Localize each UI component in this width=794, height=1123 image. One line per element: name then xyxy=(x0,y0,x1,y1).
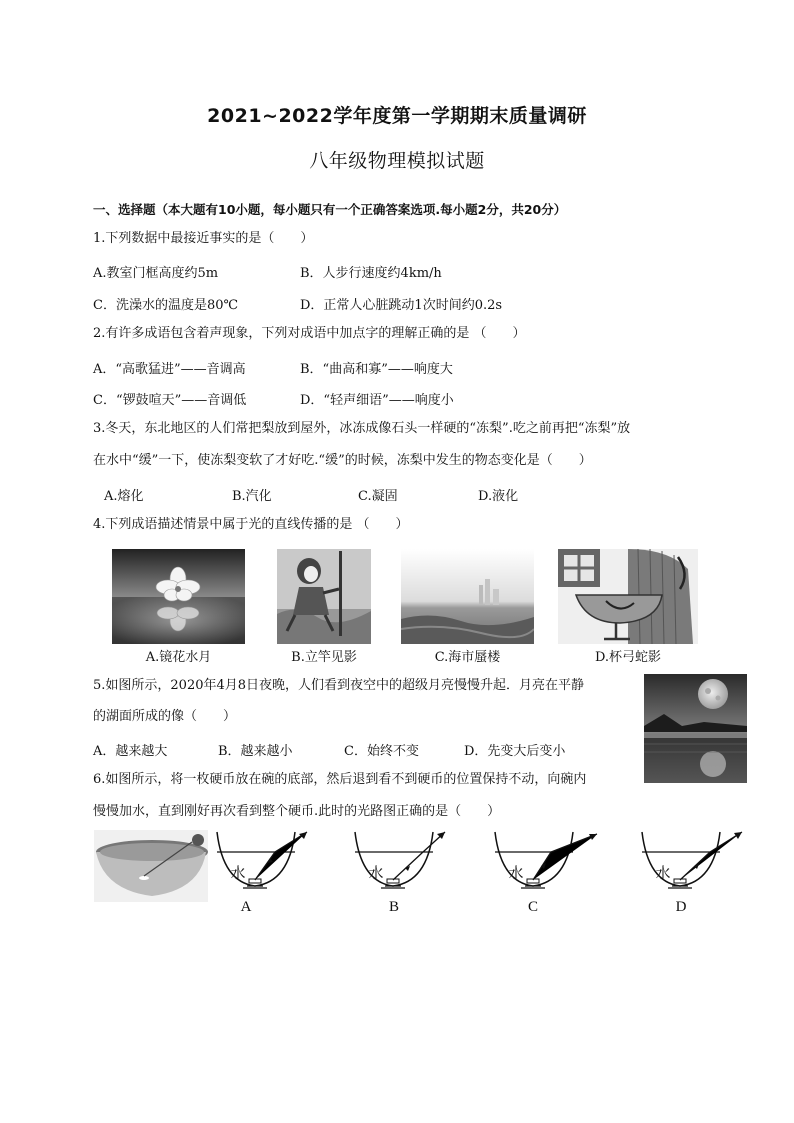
question-3-option-d: D.液化 xyxy=(478,489,519,504)
question-4-option-b: B.立竿见影 xyxy=(291,650,357,665)
picture-cup-bow xyxy=(558,549,698,644)
diagram-d-water-label: 水 xyxy=(655,866,671,882)
question-4-option-c: C.海市蜃楼 xyxy=(434,650,501,665)
question-4-option-d: D.杯弓蛇影 xyxy=(594,650,662,665)
diagram-c-water-label: 水 xyxy=(508,866,524,882)
question-3-option-c: C.凝固 xyxy=(358,489,398,504)
picture-bowl-coin xyxy=(94,830,208,902)
question-5-option-d: D．先变大后变小 xyxy=(464,744,566,759)
question-1-option-b: B．人步行速度约4km/h xyxy=(300,266,442,281)
picture-mirage-sea xyxy=(401,549,534,644)
question-3-stem-line-2: 在水中“缓”一下，使冻梨变软了才好吃.“缓”的时候，冻梨中发生的物态变化是（ ） xyxy=(93,453,592,468)
exam-subtitle: 八年级物理模拟试题 xyxy=(309,150,485,172)
question-1-option-c: C．洗澡水的温度是80℃ xyxy=(93,298,239,313)
question-4-stem: 4.下列成语描述情景中属于光的直线传播的是 （ ） xyxy=(93,517,409,532)
question-3-stem-line-1: 3.冬天，东北地区的人们常把梨放到屋外，冰冻成像石头一样硬的“冻梨”.吃之前再把“冻梨”放 xyxy=(93,421,631,436)
diagram-d-label: D xyxy=(675,899,687,915)
diagram-b-water-label: 水 xyxy=(368,866,384,882)
picture-pole-shadow xyxy=(277,549,371,644)
question-1-option-a: A.教室门框高度约5m xyxy=(93,266,219,281)
diagram-b-label: B xyxy=(388,899,399,915)
diagram-b xyxy=(353,830,448,894)
question-3-option-b: B.汽化 xyxy=(232,489,272,504)
section-header: 一、选择题（本大题有10小题，每小题只有一个正确答案选项.每小题2分，共20分） xyxy=(93,202,567,217)
question-5-stem-line-2: 的湖面所成的像（ ） xyxy=(93,709,237,724)
question-6-stem-line-2: 慢慢加水，直到刚好再次看到整个硬币.此时的光路图正确的是（ ） xyxy=(93,804,501,819)
question-2-option-c: C．“锣鼓喧天”——音调低 xyxy=(93,393,247,408)
question-1-option-d: D．正常人心脏跳动1次时间约0.2s xyxy=(300,298,503,313)
question-2-option-a: A．“高歌猛进”——音调高 xyxy=(93,362,246,377)
diagram-c-label: C xyxy=(527,899,538,915)
diagram-d xyxy=(640,830,745,894)
picture-moon-lake xyxy=(644,674,747,783)
diagram-a xyxy=(215,830,310,894)
question-5-stem-line-1: 5.如图所示，2020年4月8日夜晚，人们看到夜空中的超级月亮慢慢升起．月亮在平静 xyxy=(93,678,585,693)
question-2-stem: 2.有许多成语包含着声现象，下列对成语中加点字的理解正确的是 （ ） xyxy=(93,326,526,341)
question-6-stem-line-1: 6.如图所示，将一枚硬币放在碗的底部，然后退到看不到硬币的位置保持不动，向碗内 xyxy=(93,772,587,787)
picture-flower-reflection xyxy=(112,549,245,644)
question-2-option-d: D．“轻声细语”——响度小 xyxy=(300,393,454,408)
question-1-stem: 1.下列数据中最接近事实的是（ ） xyxy=(93,231,314,246)
diagram-a-water-label: 水 xyxy=(230,866,246,882)
question-5-option-c: C．始终不变 xyxy=(344,744,419,759)
diagram-a-label: A xyxy=(240,899,252,915)
question-3-option-a: A.熔化 xyxy=(104,489,144,504)
question-4-option-a: A.镜花水月 xyxy=(145,650,212,665)
question-2-option-b: B．“曲高和寡”——响度大 xyxy=(300,362,453,377)
exam-title: 2021~2022学年度第一学期期末质量调研 xyxy=(207,105,587,127)
question-5-option-a: A．越来越大 xyxy=(93,744,168,759)
question-5-option-b: B．越来越小 xyxy=(218,744,293,759)
diagram-c xyxy=(493,830,601,894)
